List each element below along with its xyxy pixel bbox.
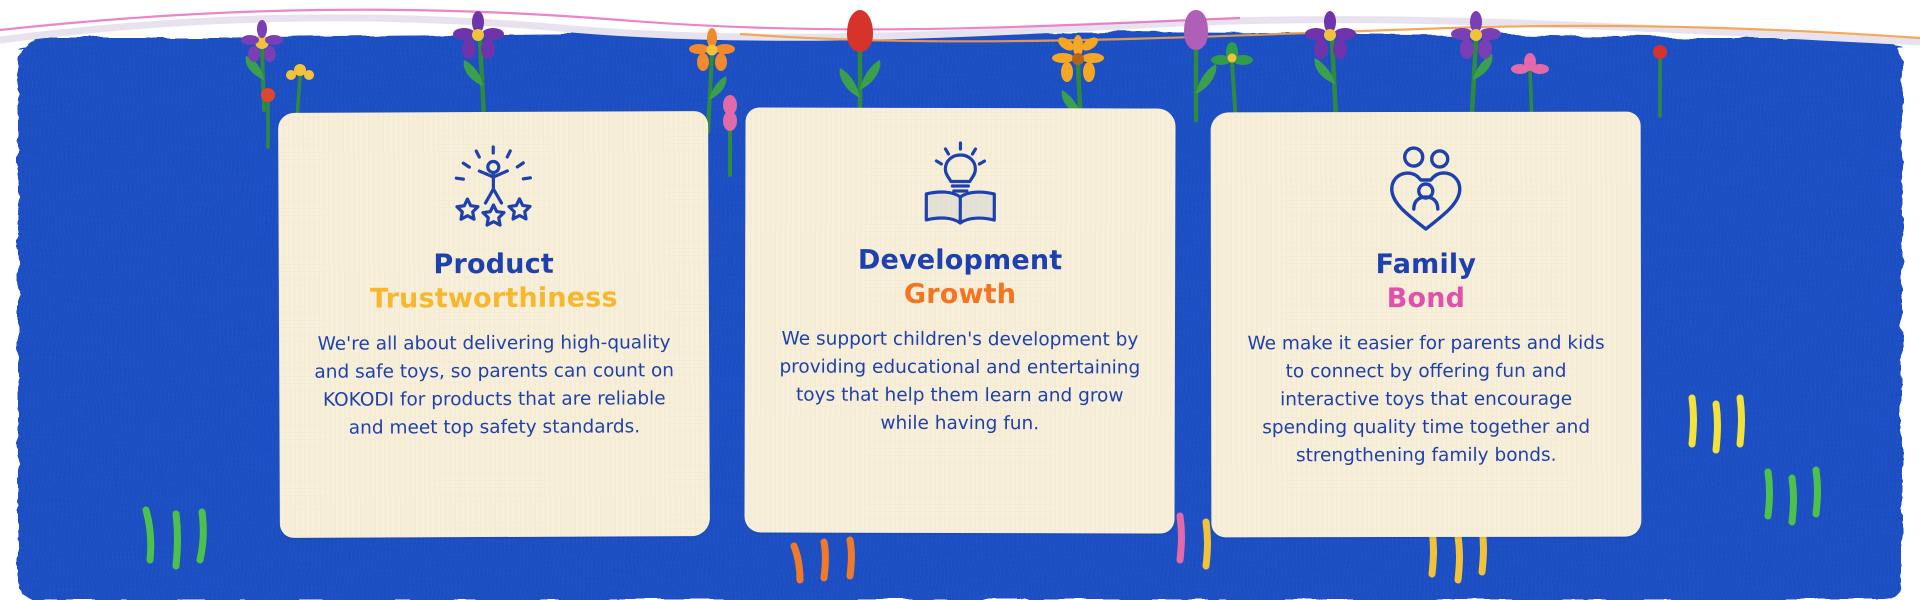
feature-card-family-bond[interactable]	[1211, 112, 1642, 538]
card-body: We support children's development by providing educational and entertaining toys that help them learn and grow while having fun.	[779, 328, 1141, 435]
card-title-line2: Bond	[1386, 282, 1466, 314]
card-title	[309, 247, 679, 316]
card-body: We make it easier for parents and kids to connect by offering fun and interactive toys that encourage spending quality time together and strengthening family bonds.	[1247, 332, 1605, 467]
feature-card-development-growth[interactable]	[744, 107, 1175, 533]
card-body: We're all about delivering high-quality and safe toys, so parents can count on KOKODI for products that are reliable and meet top safety standards.	[314, 331, 675, 439]
family-heart-icon	[1241, 140, 1611, 237]
feature-card-product-trustworthiness[interactable]	[278, 111, 710, 538]
card-title-line1: Development	[857, 244, 1063, 277]
lightbulb-open-book-icon	[775, 136, 1145, 233]
card-title-line1: Product	[433, 248, 555, 281]
card-title-line1: Family	[1375, 248, 1477, 281]
card-title-line2: Trustworthiness	[369, 282, 618, 315]
card-title-line2: Growth	[903, 278, 1017, 310]
card-title	[775, 244, 1145, 312]
child-star-celebration-icon	[308, 139, 678, 237]
card-title	[1241, 248, 1611, 316]
